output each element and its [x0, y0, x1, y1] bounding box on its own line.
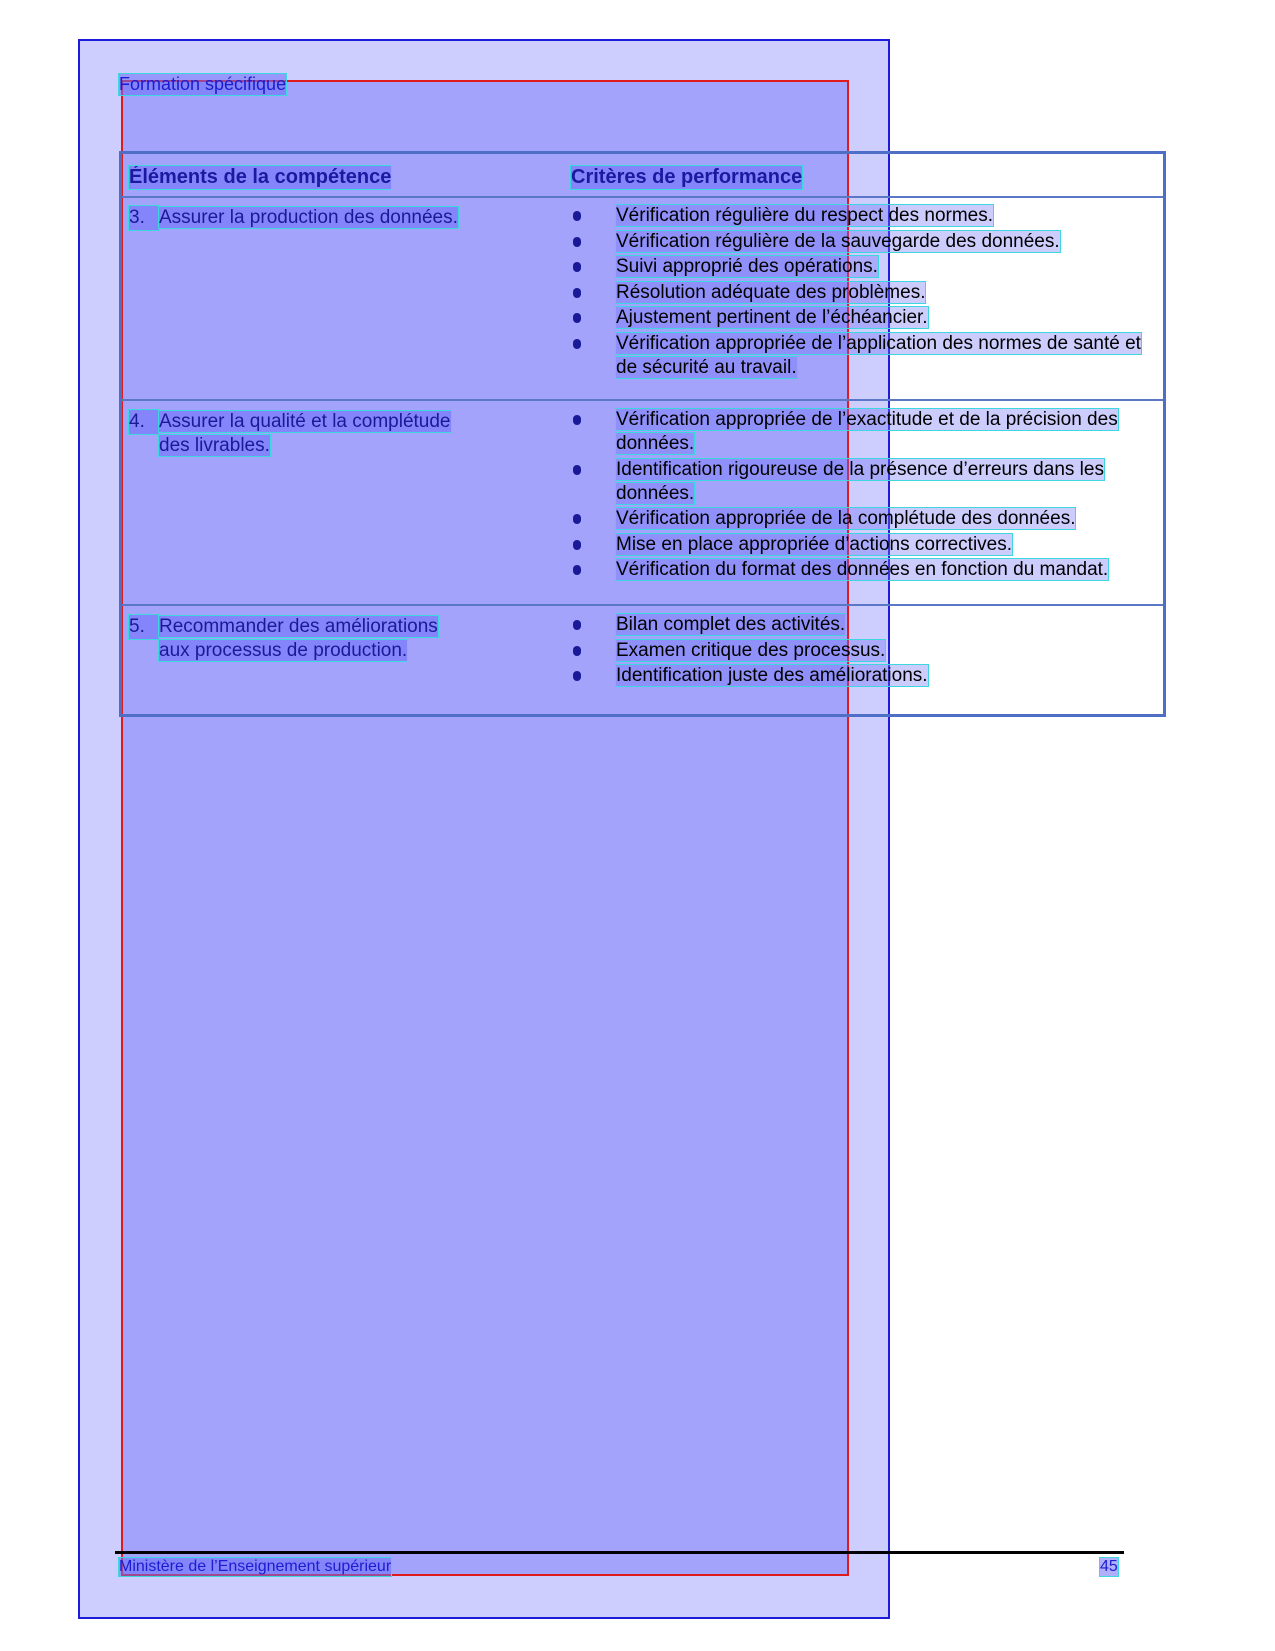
element-line: Assurer la qualité et la complétude: [159, 411, 451, 432]
criterion-item: Vérification du format des données en fonction du mandat.: [571, 558, 1171, 582]
criteria-list-row-4: [571, 408, 1171, 584]
criterion-item: Vérification régulière du respect des normes.: [571, 204, 1146, 228]
criterion-item: Identification rigoureuse de la présence d’erreurs dans les données.: [571, 458, 1171, 506]
footer-rule: [115, 1551, 1124, 1554]
element-row-4: [129, 410, 529, 458]
header-divider: [122, 196, 1163, 198]
element-row-3: [129, 206, 458, 230]
criterion-item: Vérification régulière de la sauvegarde des données.: [571, 230, 1146, 254]
criterion-item: Bilan complet des activités.: [571, 613, 928, 637]
element-number: 4.: [129, 410, 159, 434]
row-divider: [122, 604, 1163, 606]
criterion-item: Mise en place appropriée d’actions correctives.: [571, 533, 1171, 557]
bullet-icon: [573, 313, 581, 323]
row-divider: [122, 399, 1163, 401]
bullet-icon: [573, 671, 581, 681]
element-number: 3.: [129, 206, 159, 230]
bullet-icon: [573, 565, 581, 575]
element-number: 5.: [129, 615, 159, 639]
criteria-list-row-3: [571, 204, 1146, 381]
element-line: Assurer la production des données.: [159, 207, 458, 228]
element-line: aux processus de production.: [159, 640, 408, 661]
bullet-icon: [573, 620, 581, 630]
criterion-item: Ajustement pertinent de l’échéancier.: [571, 306, 1146, 330]
bullet-icon: [573, 262, 581, 272]
bullet-icon: [573, 646, 581, 656]
bullet-icon: [573, 465, 581, 475]
bullet-icon: [573, 540, 581, 550]
bullet-icon: [573, 339, 581, 349]
bullet-icon: [573, 237, 581, 247]
criterion-item: Identification juste des améliorations.: [571, 664, 928, 688]
bullet-icon: [573, 288, 581, 298]
bullet-icon: [573, 415, 581, 425]
criterion-item: Vérification appropriée de la complétude des données.: [571, 507, 1171, 531]
criterion-item: Vérification appropriée de l’application des normes de santé et de sécurité au travail.: [571, 332, 1146, 380]
page-number: 45: [1100, 1558, 1118, 1575]
criteria-list-row-5: [571, 613, 928, 690]
element-row-5: [129, 615, 529, 663]
footer-ministry: Ministère de l’Enseignement supérieur: [119, 1558, 392, 1575]
criterion-item: Suivi approprié des opérations.: [571, 255, 1146, 279]
criterion-item: Vérification appropriée de l’exactitude et de la précision des données.: [571, 408, 1156, 456]
bullet-icon: [573, 514, 581, 524]
page-header: Formation spécifique: [119, 74, 287, 94]
bullet-icon: [573, 211, 581, 221]
element-line: des livrables.: [159, 435, 270, 456]
column-header-criteria: Critères de performance: [571, 166, 803, 188]
column-header-elements: Éléments de la compétence: [129, 166, 392, 188]
element-line: Recommander des améliorations: [159, 616, 438, 637]
criterion-item: Examen critique des processus.: [571, 639, 928, 663]
criterion-item: Résolution adéquate des problèmes.: [571, 281, 1146, 305]
competence-table: [119, 151, 1166, 717]
